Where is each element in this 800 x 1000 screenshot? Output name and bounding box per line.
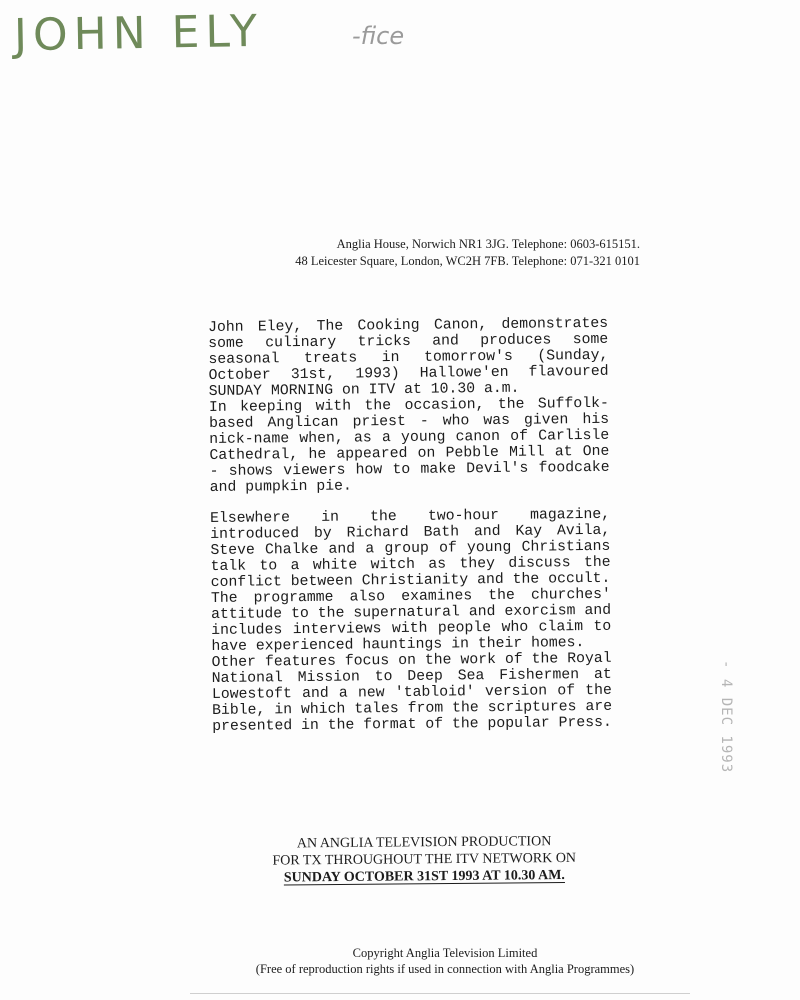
letterhead-address	[250, 236, 640, 270]
archive-date-stamp: - 4 DEC 1993	[718, 660, 734, 774]
address-line-london: 48 Leicester Square, London, WC2H 7FB. Telephone: 071-321 0101	[295, 254, 640, 268]
handwritten-note: -fice	[352, 22, 405, 50]
bottom-divider	[190, 993, 690, 994]
paragraph-intro: John Eley, The Cooking Canon, demonstrates some culinary tricks and produces some seasonal treats in tomorrow's (Sunday, October 31st, 1993) Hallowe'en flavoured SUNDAY MORNING on ITV at 10.30 a.m.	[208, 315, 609, 400]
paragraph-programme: The programme also examines the churches' attitude to the supernatural and exorcism and includes interviews with people who claim to have experienced hauntings in their homes.	[210, 586, 612, 655]
paragraph-other-features: Other features focus on the work of the Royal National Mission to Deep Sea Fishermen at Lowestoft and a new 'tabloid' version of the Bible, in which tales from the scriptures are presented in the format of the popular Press.	[211, 650, 613, 735]
footer-rights: (Free of reproduction rights if used in connection with Anglia Programmes)	[255, 962, 635, 976]
handwritten-name: JOHN ELY	[13, 5, 264, 62]
press-release-body	[208, 316, 612, 735]
footer	[200, 945, 690, 977]
paragraph-elsewhere: Elsewhere in the two-hour magazine, introduced by Richard Bath and Kay Avila, Steve Chalke and a group of young Christians talk to a white witch as they discuss the conflict between Christianity and the occult.	[210, 506, 611, 591]
footer-copyright: Copyright Anglia Television Limited	[352, 946, 538, 960]
address-line-norwich: Anglia House, Norwich NR1 3JG. Telephone: 0603-615151.	[336, 237, 640, 251]
production-line-2: FOR TX THROUGHOUT THE ITV NETWORK ON	[272, 850, 577, 869]
production-date-line: SUNDAY OCTOBER 31ST 1993 AT 10.30 AM.	[283, 868, 565, 886]
paragraph-occasion: In keeping with the occasion, the Suffolk-based Anglican priest - who was given his nick-name when, as a young canon of Carlisle Cathedral, he appeared on Pebble Mill at One - shows viewers how to make Devil's foodcake and pumpkin pie.	[208, 395, 610, 496]
production-credit	[224, 833, 624, 887]
production-line-1: AN ANGLIA TELEVISION PRODUCTION	[296, 834, 552, 852]
